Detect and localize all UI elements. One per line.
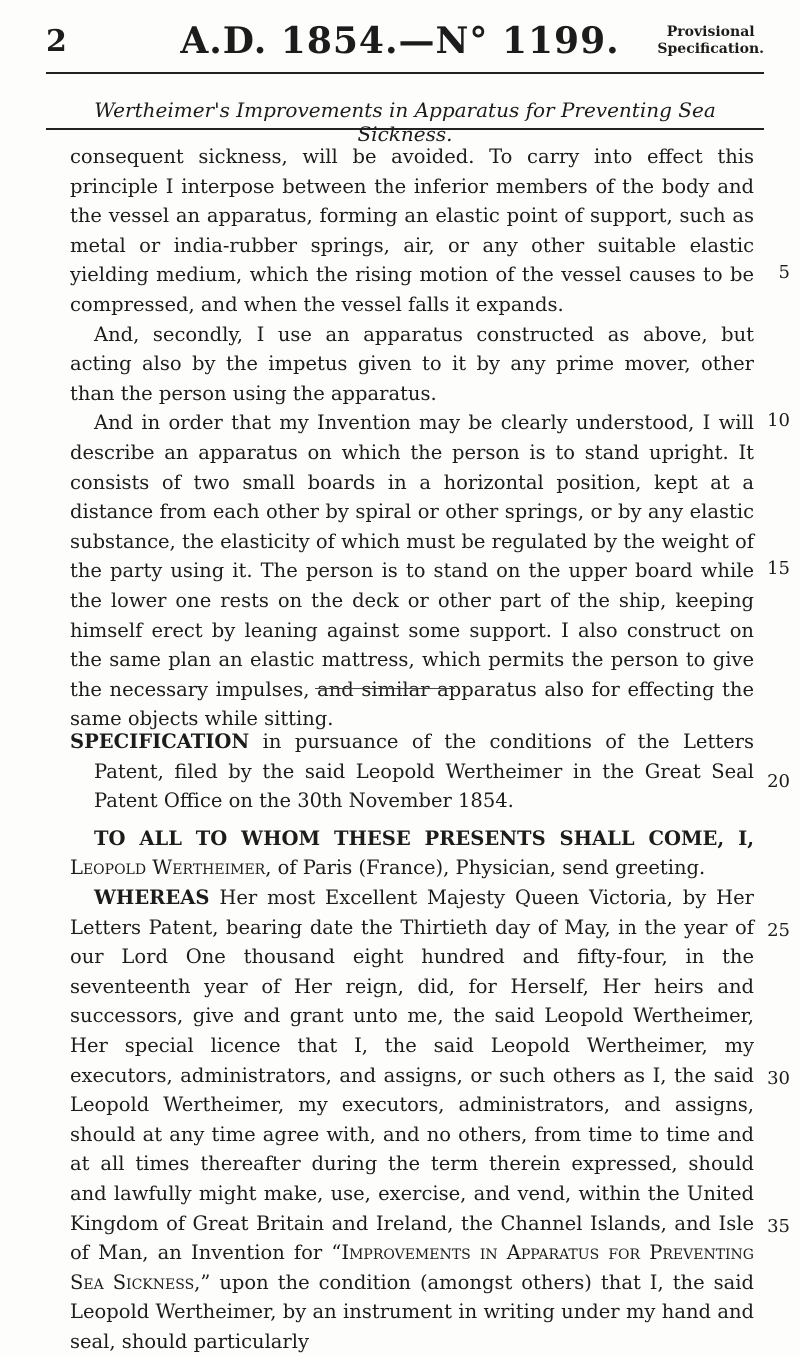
provisional-paragraph-1: consequent sickness, will be avoided. To carry into effect this principle I interpose between the inferior members of the body and the vessel an apparatus, forming an elastic point of support, such as metal or india-rubber springs, air, or any other suitable elastic yielding medium, which the rising motion of the vessel causes to be compressed, and when the vessel falls it expands. (70, 145, 754, 316)
provisional-paragraph-3: And in order that my Invention may be clearly understood, I will describe an apparatus on which the person is to stand upright. It consists of two small boards in a horizontal position, kept at a distance from each other by spiral or other springs, or by any elastic substance, the elasticity of which must be regulated by the weight of the party using it. The person is to stand on the upper board while the lower one rests on the deck or other part of the ship, keeping himself erect by leaning against some support. I also construct on the same plan an elastic mattress, which permits the person to give the necessary impulses, and similar apparatus also for effecting the same objects while sitting. (70, 411, 754, 731)
line-number-35: 35 (767, 1216, 790, 1237)
line-number-20: 20 (767, 771, 790, 792)
greeting-paragraph (70, 824, 754, 883)
whereas-paragraph (70, 883, 754, 1356)
patent-title: A.D. 1854.—N° 1199. (180, 20, 620, 62)
specification-heading-paragraph (70, 727, 754, 816)
specification-text (70, 727, 754, 1356)
header-rule-top (46, 72, 764, 74)
line-number-25: 25 (767, 920, 790, 941)
provisional-text (70, 142, 754, 734)
greeting-rest: , of Paris (France), Physician, send greeting. (265, 856, 706, 880)
section-divider (315, 688, 455, 689)
whereas-text-1: Her most Excellent Majesty Queen Victoria, by Her Letters Patent, bearing date the Thirtieth day of May, in the year of our Lord One thousand eight hundred and fifty-four, in the seventeenth year of Her reign, did, for Herself, Her heirs and successors, give and grant unto me, the said Leopold Wertheimer, Her special licence that I, the said Leopold Wertheimer, my executors, administrators, and assigns, or such others as I, the said Leopold Wertheimer, my executors, administrators, and assigns, should at any time agree with, and no others, from time to time and at all times thereafter during the term therein expressed, should and lawfully might make, use, exercise, and vend, within the United Kingdom of Great Britain and Ireland, the Channel Islands, and Isle of Man, an Invention for (70, 885, 754, 1265)
provisional-paragraph-2: And, secondly, I use an apparatus constructed as above, but acting also by the impetus given to it by any prime mover, other than the person using the apparatus. (70, 322, 754, 405)
running-head: Wertheimer's Improvements in Apparatus for Preventing Sea Sickness. (94, 98, 716, 146)
line-number-15: 15 (767, 558, 790, 579)
header-rule-bottom (46, 128, 764, 130)
greeting-caps: TO ALL TO WHOM THESE PRESENTS SHALL COME, I, (94, 826, 754, 850)
invention-title: “Improvements in Apparatus for Preventing Sea Sickness,” (70, 1241, 754, 1294)
spec-label-line-1: Provisional (666, 24, 755, 40)
page-header (0, 18, 800, 70)
specification-heading-rest: in pursuance of the conditions of the Letters Patent, filed by the said Leopold Wertheimer in the Great Seal Patent Office on the 30th November 1854. (94, 730, 754, 813)
patentee-name: Leopold Wertheimer (70, 856, 266, 880)
line-number-10: 10 (767, 410, 790, 431)
line-number-30: 30 (767, 1068, 790, 1089)
line-number-5: 5 (778, 262, 790, 283)
whereas-text-2: upon the condition (amongst others) that I, the said Leopold Wertheimer, by an instrument in writing under my hand and seal, should particularly (70, 1270, 754, 1353)
specification-heading: SPECIFICATION (70, 730, 250, 753)
page-number: 2 (46, 24, 67, 59)
whereas-keyword: WHEREAS (94, 885, 210, 909)
specification-type-label (657, 24, 764, 58)
spec-label-line-2: Specification. (657, 41, 764, 57)
